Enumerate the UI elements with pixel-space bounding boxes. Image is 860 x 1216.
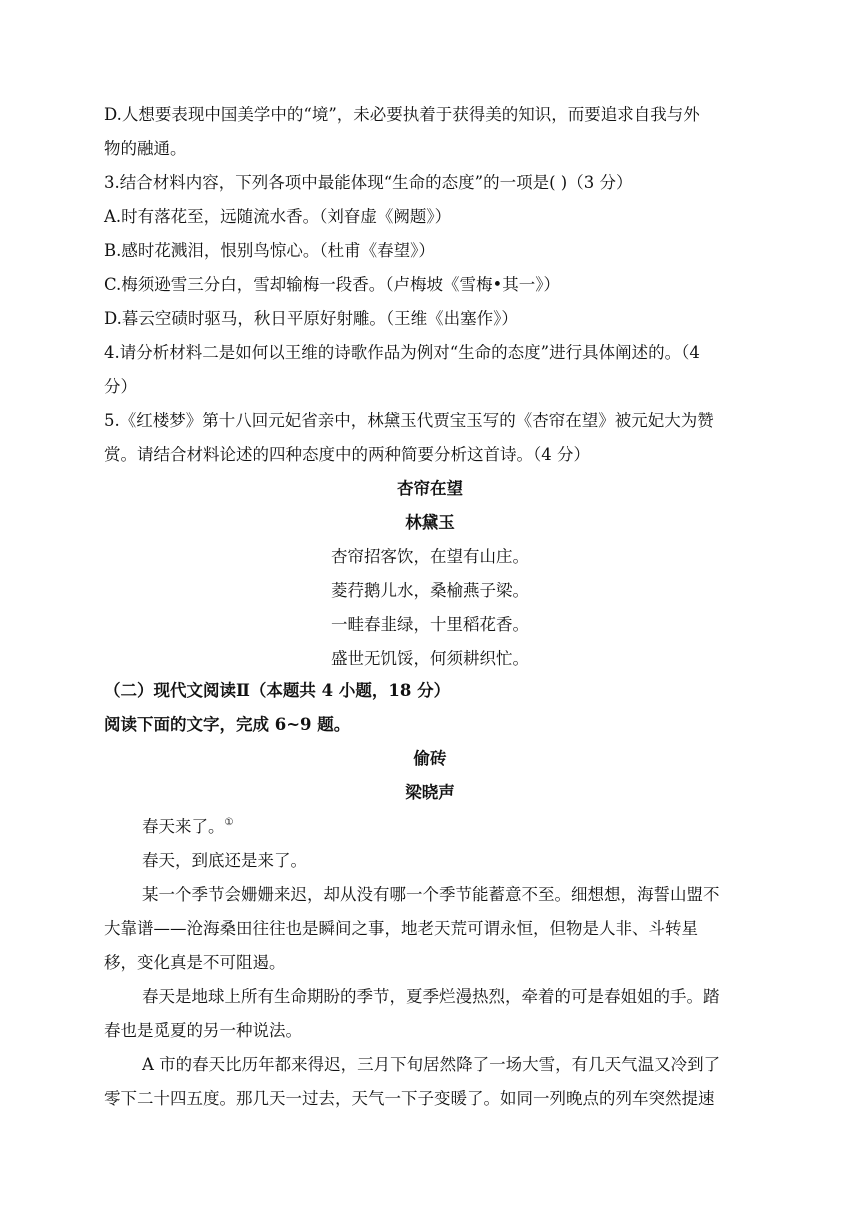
essay-title: 偷砖 — [413, 749, 447, 768]
essay-first-line-text: 春天来了。 — [142, 817, 225, 836]
option-a: A.时有落花至，远随流水香。（刘眘虚《阙题》） — [104, 207, 452, 226]
option-d-line-1: D.人想要表现中国美学中的“境”，未必要执着于获得美的知识，而要追求自我与外 — [104, 105, 700, 124]
essay-paragraph-line: 某一个季节会姗姗来迟，却从没有哪一个季节能蓄意不至。细想想，海誓山盟不 — [142, 885, 720, 904]
essay-author: 梁晓声 — [405, 783, 455, 802]
poem-title: 杏帘在望 — [397, 479, 463, 498]
option-d-line-2: 物的融通。 — [104, 139, 187, 158]
question-4-line-1: 4.请分析材料二是如何以王维的诗歌作品为例对“生命的态度”进行具体阐述的。（4 — [104, 343, 700, 362]
question-3: 3.结合材料内容，下列各项中最能体现“生命的态度”的一项是( )（3 分） — [104, 173, 633, 192]
option-d: D.暮云空碛时驱马，秋日平原好射雕。（王维《出塞作》） — [104, 309, 518, 328]
essay-paragraph-line: 春天，到底还是来了。 — [142, 851, 307, 870]
essay-paragraph-line: 春天是地球上所有生命期盼的季节，夏季烂漫热烈，牵着的可是春姐姐的手。踏 — [142, 987, 720, 1006]
question-5-line-2: 赏。请结合材料论述的四种态度中的两种简要分析这首诗。（4 分） — [104, 445, 590, 464]
essay-paragraph-line: 春也是觅夏的另一种说法。 — [104, 1021, 302, 1040]
poem-line: 杏帘招客饮，在望有山庄。 — [331, 547, 529, 566]
option-b: B.感时花溅泪，恨别鸟惊心。（杜甫《春望》） — [104, 241, 435, 260]
section-instruction: 阅读下面的文字，完成 6~9 题。 — [104, 715, 351, 734]
poem-line: 一畦春韭绿，十里稻花香。 — [331, 615, 529, 634]
option-c: C.梅须逊雪三分白，雪却输梅一段香。（卢梅坡《雪梅•其一》） — [104, 275, 561, 294]
question-5-line-1: 5.《红楼梦》第十八回元妃省亲中，林黛玉代贾宝玉写的《杏帘在望》被元妃大为赞 — [104, 411, 714, 430]
essay-paragraph-line: 零下二十四五度。那几天一过去，天气一下子变暖了。如同一列晚点的列车突然提速 — [104, 1089, 715, 1108]
footnote-marker: ① — [224, 817, 234, 828]
poem-line: 盛世无饥馁，何须耕织忙。 — [331, 649, 529, 668]
question-4-line-2: 分） — [104, 377, 137, 396]
section-heading: （二）现代文阅读Ⅱ（本题共 4 小题，18 分） — [104, 681, 451, 700]
essay-paragraph-line: 大靠谱——沧海桑田往往也是瞬间之事，地老天荒可谓永恒，但物是人非、斗转星 — [104, 919, 698, 938]
poem-author: 林黛玉 — [405, 513, 455, 532]
poem-line: 菱荇鹅儿水，桑榆燕子梁。 — [331, 581, 529, 600]
essay-paragraph-line: 移，变化真是不可阻遏。 — [104, 953, 286, 972]
essay-first-line — [142, 816, 233, 838]
essay-paragraph-line: A 市的春天比历年都来得迟，三月下旬居然降了一场大雪，有几天气温又冷到了 — [142, 1055, 721, 1074]
